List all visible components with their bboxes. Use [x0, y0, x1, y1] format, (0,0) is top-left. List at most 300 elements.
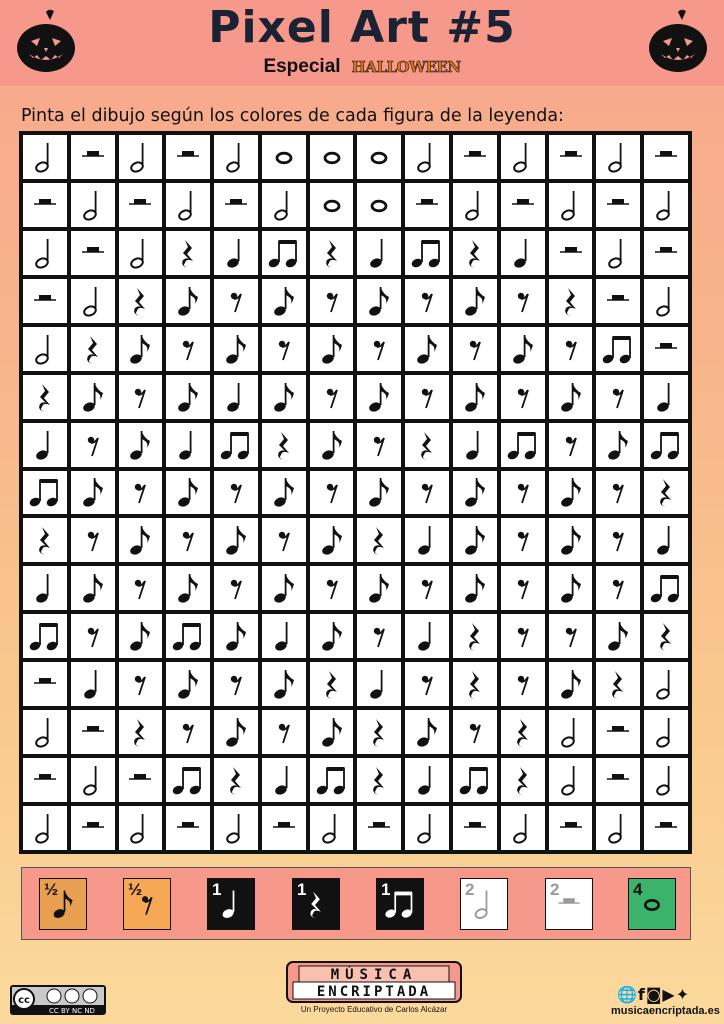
grid-cell[interactable] — [644, 423, 688, 467]
eighth-rest-icon — [216, 472, 256, 512]
grid-cell[interactable] — [644, 231, 688, 275]
half-note-icon — [455, 185, 495, 225]
eighth-note-icon — [264, 377, 304, 417]
grid-cell[interactable] — [644, 806, 688, 850]
grid-cell[interactable] — [644, 710, 688, 754]
half-rest-icon — [120, 760, 160, 800]
legend-item — [123, 878, 171, 930]
grid-cell[interactable] — [453, 758, 497, 802]
half-rest-icon — [503, 185, 543, 225]
grid-cell[interactable] — [310, 758, 354, 802]
grid-cell[interactable] — [71, 662, 115, 706]
grid-cell[interactable] — [549, 566, 593, 610]
grid-cell[interactable] — [549, 183, 593, 227]
eighth-rest-icon — [168, 712, 208, 752]
grid-cell[interactable] — [405, 231, 449, 275]
grid-cell[interactable] — [453, 231, 497, 275]
grid-cell[interactable] — [405, 518, 449, 562]
quarter-rest-icon — [455, 616, 495, 656]
half-note-icon — [407, 137, 447, 177]
grid-cell[interactable] — [214, 806, 258, 850]
grid-cell[interactable] — [501, 806, 545, 850]
grid-cell[interactable] — [453, 806, 497, 850]
grid-cell[interactable] — [262, 183, 306, 227]
grid-cell[interactable] — [166, 710, 210, 754]
grid-cell[interactable] — [549, 423, 593, 467]
eighth-rest-icon — [120, 568, 160, 608]
grid-cell[interactable] — [549, 327, 593, 371]
grid-cell[interactable] — [405, 471, 449, 515]
grid-cell[interactable] — [214, 375, 258, 419]
website-url[interactable]: musicaencriptada.es — [611, 1005, 720, 1017]
legend-value: 1 — [381, 880, 391, 899]
legend-item — [376, 878, 424, 930]
half-note-icon — [646, 712, 686, 752]
grid-cell[interactable] — [119, 566, 163, 610]
grid-cell[interactable] — [453, 279, 497, 323]
grid-cell[interactable] — [357, 806, 401, 850]
eighth-note-icon — [120, 425, 160, 465]
grid-cell[interactable] — [23, 518, 67, 562]
quarter-rest-icon — [312, 664, 352, 704]
quarter-rest-icon — [168, 233, 208, 273]
eighth-note-icon — [455, 377, 495, 417]
eighth-note-icon — [455, 520, 495, 560]
eighth-rest-icon — [216, 568, 256, 608]
eighth-rest-icon — [455, 329, 495, 369]
grid-cell[interactable] — [453, 327, 497, 371]
grid-cell[interactable] — [119, 471, 163, 515]
grid-cell[interactable] — [357, 231, 401, 275]
grid-cell[interactable] — [453, 471, 497, 515]
beamed-eighth-notes-icon — [264, 233, 304, 273]
grid-cell[interactable] — [71, 183, 115, 227]
grid-cell[interactable] — [214, 423, 258, 467]
grid-cell[interactable] — [310, 566, 354, 610]
grid-cell[interactable] — [453, 566, 497, 610]
youtube-icon[interactable]: ▶ — [662, 985, 676, 1004]
eighth-rest-icon — [503, 377, 543, 417]
grid-cell[interactable] — [166, 566, 210, 610]
half-note-icon — [503, 808, 543, 848]
grid-cell[interactable] — [357, 710, 401, 754]
grid-cell[interactable] — [262, 518, 306, 562]
grid-cell[interactable] — [357, 566, 401, 610]
grid-cell[interactable] — [23, 375, 67, 419]
grid-cell[interactable] — [310, 710, 354, 754]
grid-cell[interactable] — [23, 662, 67, 706]
grid-cell[interactable] — [501, 614, 545, 658]
grid-cell[interactable] — [644, 471, 688, 515]
grid-cell[interactable] — [71, 518, 115, 562]
grid-cell[interactable] — [549, 758, 593, 802]
half-note-icon — [120, 137, 160, 177]
grid-cell[interactable] — [119, 183, 163, 227]
grid-cell[interactable] — [71, 423, 115, 467]
grid-cell[interactable] — [262, 327, 306, 371]
grid-cell[interactable] — [405, 135, 449, 179]
half-rest-icon — [551, 137, 591, 177]
legend-item — [39, 878, 87, 930]
grid-cell[interactable] — [262, 614, 306, 658]
grid-cell[interactable] — [596, 806, 640, 850]
grid-cell[interactable] — [214, 327, 258, 371]
grid-cell[interactable] — [214, 614, 258, 658]
pixel-grid — [19, 131, 692, 854]
eighth-rest-icon — [264, 712, 304, 752]
grid-cell[interactable] — [214, 710, 258, 754]
grid-cell[interactable] — [644, 183, 688, 227]
grid-cell[interactable] — [357, 518, 401, 562]
grid-cell[interactable] — [71, 231, 115, 275]
eighth-note-icon — [264, 664, 304, 704]
grid-cell[interactable] — [549, 662, 593, 706]
grid-cell[interactable] — [119, 710, 163, 754]
grid-cell[interactable] — [119, 279, 163, 323]
grid-cell[interactable] — [405, 279, 449, 323]
grid-cell[interactable] — [262, 423, 306, 467]
logo-top-text: MÚSICA — [330, 967, 418, 983]
grid-cell[interactable] — [596, 662, 640, 706]
half-rest-icon — [598, 712, 638, 752]
subtitle: Especial — [263, 56, 341, 77]
grid-cell[interactable] — [23, 566, 67, 610]
quarter-rest-icon — [25, 520, 65, 560]
eighth-rest-icon — [216, 281, 256, 321]
grid-cell[interactable] — [166, 135, 210, 179]
grid-cell[interactable] — [310, 135, 354, 179]
grid-cell[interactable] — [119, 135, 163, 179]
grid-cell[interactable] — [357, 614, 401, 658]
grid-cell[interactable] — [549, 471, 593, 515]
grid-cell[interactable] — [310, 662, 354, 706]
grid-cell[interactable] — [644, 375, 688, 419]
grid-cell[interactable] — [310, 518, 354, 562]
eighth-note-icon — [359, 377, 399, 417]
grid-cell[interactable] — [405, 758, 449, 802]
grid-cell[interactable] — [453, 423, 497, 467]
grid-cell[interactable] — [596, 279, 640, 323]
web-icon[interactable]: 🌐 — [617, 985, 638, 1004]
eighth-rest-icon — [598, 377, 638, 417]
legend-value: ½ — [128, 880, 143, 899]
grid-cell[interactable] — [453, 135, 497, 179]
grid-cell[interactable] — [23, 758, 67, 802]
social-icons — [617, 985, 690, 1004]
grid-cell[interactable] — [549, 375, 593, 419]
eighth-note-icon — [264, 472, 304, 512]
grid-cell[interactable] — [71, 806, 115, 850]
grid-cell[interactable] — [644, 614, 688, 658]
grid-cell[interactable] — [119, 327, 163, 371]
grid-cell[interactable] — [23, 183, 67, 227]
beamed-eighth-notes-icon — [168, 760, 208, 800]
grid-cell[interactable] — [549, 231, 593, 275]
grid-cell[interactable] — [166, 183, 210, 227]
grid-cell[interactable] — [262, 662, 306, 706]
grid-cell[interactable] — [596, 471, 640, 515]
half-rest-icon — [598, 760, 638, 800]
quarter-rest-icon — [120, 281, 160, 321]
grid-cell[interactable] — [71, 710, 115, 754]
grid-cell[interactable] — [357, 375, 401, 419]
grid-cell[interactable] — [166, 471, 210, 515]
grid-cell[interactable] — [596, 614, 640, 658]
grid-cell[interactable] — [166, 423, 210, 467]
grid-cell[interactable] — [501, 375, 545, 419]
subtitle-row — [0, 56, 724, 78]
grid-cell[interactable] — [596, 183, 640, 227]
grid-cell[interactable] — [23, 279, 67, 323]
grid-cell[interactable] — [596, 375, 640, 419]
grid-cell[interactable] — [214, 279, 258, 323]
grid-cell[interactable] — [357, 423, 401, 467]
grid-cell[interactable] — [71, 375, 115, 419]
grid-cell[interactable] — [119, 806, 163, 850]
grid-cell[interactable] — [262, 279, 306, 323]
grid-cell[interactable] — [405, 423, 449, 467]
logo-caption: Un Proyecto Educativo de Carlos Alcázar — [300, 1005, 448, 1014]
grid-cell[interactable] — [596, 710, 640, 754]
grid-cell[interactable] — [549, 806, 593, 850]
half-note-icon — [25, 137, 65, 177]
grid-cell[interactable] — [71, 135, 115, 179]
grid-cell[interactable] — [596, 231, 640, 275]
grid-cell[interactable] — [501, 231, 545, 275]
grid-cell[interactable] — [166, 614, 210, 658]
grid-cell[interactable] — [357, 135, 401, 179]
grid-cell[interactable] — [262, 231, 306, 275]
legend-value: ½ — [44, 880, 59, 899]
eighth-rest-icon — [359, 425, 399, 465]
grid-cell[interactable] — [262, 710, 306, 754]
grid-cell[interactable] — [71, 327, 115, 371]
grid-cell[interactable] — [644, 518, 688, 562]
grid-cell[interactable] — [71, 566, 115, 610]
eighth-rest-icon — [264, 520, 304, 560]
page-title: Pixel Art #5 — [208, 2, 516, 53]
grid-cell[interactable] — [310, 423, 354, 467]
grid-cell[interactable] — [214, 183, 258, 227]
grid-cell[interactable] — [23, 423, 67, 467]
grid-cell[interactable] — [453, 614, 497, 658]
grid-cell[interactable] — [166, 279, 210, 323]
grid-cell[interactable] — [310, 375, 354, 419]
grid-cell[interactable] — [501, 710, 545, 754]
grid-cell[interactable] — [596, 566, 640, 610]
grid-cell[interactable] — [405, 710, 449, 754]
eighth-rest-icon — [168, 329, 208, 369]
eighth-rest-icon — [503, 568, 543, 608]
grid-cell[interactable] — [644, 135, 688, 179]
grid-cell[interactable] — [405, 183, 449, 227]
grid-cell[interactable] — [453, 518, 497, 562]
grid-cell[interactable] — [214, 518, 258, 562]
grid-cell[interactable] — [549, 710, 593, 754]
half-note-icon — [25, 712, 65, 752]
eighth-rest-icon — [598, 568, 638, 608]
half-rest-icon — [73, 233, 113, 273]
grid-cell[interactable] — [501, 566, 545, 610]
pumpkin-icon — [648, 8, 708, 74]
grid-cell[interactable] — [644, 758, 688, 802]
grid-cell[interactable] — [166, 231, 210, 275]
grid-cell[interactable] — [453, 183, 497, 227]
grid-cell[interactable] — [71, 279, 115, 323]
grid-cell[interactable] — [23, 327, 67, 371]
grid-cell[interactable] — [501, 135, 545, 179]
grid-cell[interactable] — [644, 279, 688, 323]
quarter-note-icon — [646, 377, 686, 417]
grid-cell[interactable] — [119, 423, 163, 467]
grid-cell[interactable] — [166, 375, 210, 419]
eighth-rest-icon — [73, 425, 113, 465]
facebook-icon[interactable]: f — [637, 985, 646, 1004]
grid-cell[interactable] — [596, 423, 640, 467]
grid-cell[interactable] — [262, 135, 306, 179]
grid-cell[interactable] — [119, 758, 163, 802]
header-banner — [0, 0, 724, 86]
grid-cell[interactable] — [549, 135, 593, 179]
grid-cell[interactable] — [166, 327, 210, 371]
grid-cell[interactable] — [644, 662, 688, 706]
eighth-note-icon — [598, 425, 638, 465]
grid-cell[interactable] — [166, 662, 210, 706]
grid-cell[interactable] — [214, 231, 258, 275]
grid-cell[interactable] — [262, 806, 306, 850]
grid-cell[interactable] — [310, 279, 354, 323]
eighth-rest-icon — [407, 472, 447, 512]
grid-cell[interactable] — [357, 758, 401, 802]
half-rest-icon — [646, 808, 686, 848]
grid-cell[interactable] — [405, 566, 449, 610]
grid-cell[interactable] — [405, 662, 449, 706]
grid-cell[interactable] — [23, 614, 67, 658]
grid-cell[interactable] — [166, 806, 210, 850]
grid-cell[interactable] — [310, 183, 354, 227]
grid-cell[interactable] — [214, 566, 258, 610]
grid-cell[interactable] — [262, 471, 306, 515]
grid-cell[interactable] — [501, 471, 545, 515]
grid-cell[interactable] — [357, 183, 401, 227]
grid-cell[interactable] — [596, 135, 640, 179]
grid-cell[interactable] — [23, 806, 67, 850]
grid-cell[interactable] — [71, 614, 115, 658]
grid-cell[interactable] — [549, 518, 593, 562]
eighth-note-icon — [73, 377, 113, 417]
halloween-logo: HALLOWEEN — [351, 58, 461, 76]
grid-cell[interactable] — [262, 375, 306, 419]
quarter-rest-icon — [120, 712, 160, 752]
grid-cell[interactable] — [405, 327, 449, 371]
half-note-icon — [646, 281, 686, 321]
grid-cell[interactable] — [119, 518, 163, 562]
grid-cell[interactable] — [549, 614, 593, 658]
grid-cell[interactable] — [166, 518, 210, 562]
grid-cell[interactable] — [23, 471, 67, 515]
half-rest-icon — [168, 808, 208, 848]
grid-cell[interactable] — [119, 662, 163, 706]
grid-cell[interactable] — [501, 183, 545, 227]
grid-cell[interactable] — [501, 662, 545, 706]
grid-cell[interactable] — [310, 231, 354, 275]
grid-cell[interactable] — [501, 279, 545, 323]
grid-cell[interactable] — [644, 566, 688, 610]
half-rest-icon — [551, 808, 591, 848]
grid-cell[interactable] — [549, 279, 593, 323]
grid-cell[interactable] — [501, 327, 545, 371]
grid-cell[interactable] — [166, 758, 210, 802]
grid-cell[interactable] — [453, 710, 497, 754]
eighth-rest-icon — [120, 377, 160, 417]
legend-item — [545, 878, 593, 930]
half-rest-icon — [455, 137, 495, 177]
beamed-eighth-notes-icon — [25, 616, 65, 656]
eighth-note-icon — [551, 568, 591, 608]
grid-cell[interactable] — [357, 327, 401, 371]
grid-cell[interactable] — [119, 614, 163, 658]
grid-cell[interactable] — [262, 566, 306, 610]
grid-cell[interactable] — [501, 423, 545, 467]
eighth-rest-icon — [551, 425, 591, 465]
grid-cell[interactable] — [405, 375, 449, 419]
grid-cell[interactable] — [357, 279, 401, 323]
grid-cell[interactable] — [596, 758, 640, 802]
grid-cell[interactable] — [453, 662, 497, 706]
eighth-note-icon — [455, 568, 495, 608]
quarter-rest-icon — [455, 664, 495, 704]
grid-cell[interactable] — [23, 710, 67, 754]
grid-cell[interactable] — [71, 471, 115, 515]
quarter-rest-icon — [73, 329, 113, 369]
grid-cell[interactable] — [214, 471, 258, 515]
grid-cell[interactable] — [310, 327, 354, 371]
grid-cell[interactable] — [310, 806, 354, 850]
grid-cell[interactable] — [644, 327, 688, 371]
grid-cell[interactable] — [214, 758, 258, 802]
quarter-note-icon — [359, 664, 399, 704]
instagram-icon[interactable]: ◙ — [645, 985, 663, 1004]
grid-cell[interactable] — [357, 471, 401, 515]
grid-cell[interactable] — [501, 758, 545, 802]
grid-cell[interactable] — [119, 375, 163, 419]
half-note-icon — [646, 664, 686, 704]
grid-cell[interactable] — [214, 135, 258, 179]
grid-cell[interactable] — [596, 518, 640, 562]
grid-cell[interactable] — [501, 518, 545, 562]
grid-cell[interactable] — [453, 375, 497, 419]
grid-cell[interactable] — [262, 758, 306, 802]
grid-cell[interactable] — [357, 662, 401, 706]
beamed-eighth-notes-icon — [646, 568, 686, 608]
half-rest-icon — [646, 329, 686, 369]
grid-cell[interactable] — [23, 231, 67, 275]
quarter-note-icon — [25, 425, 65, 465]
twitter-icon[interactable]: ✦ — [675, 985, 691, 1004]
grid-cell[interactable] — [71, 758, 115, 802]
eighth-note-icon — [407, 329, 447, 369]
half-rest-icon — [216, 185, 256, 225]
grid-cell[interactable] — [23, 135, 67, 179]
grid-cell[interactable] — [596, 327, 640, 371]
grid-cell[interactable] — [214, 662, 258, 706]
grid-cell[interactable] — [405, 614, 449, 658]
grid-cell[interactable] — [310, 614, 354, 658]
eighth-rest-icon — [503, 520, 543, 560]
grid-cell[interactable] — [119, 231, 163, 275]
grid-cell[interactable] — [405, 806, 449, 850]
grid-cell[interactable] — [310, 471, 354, 515]
